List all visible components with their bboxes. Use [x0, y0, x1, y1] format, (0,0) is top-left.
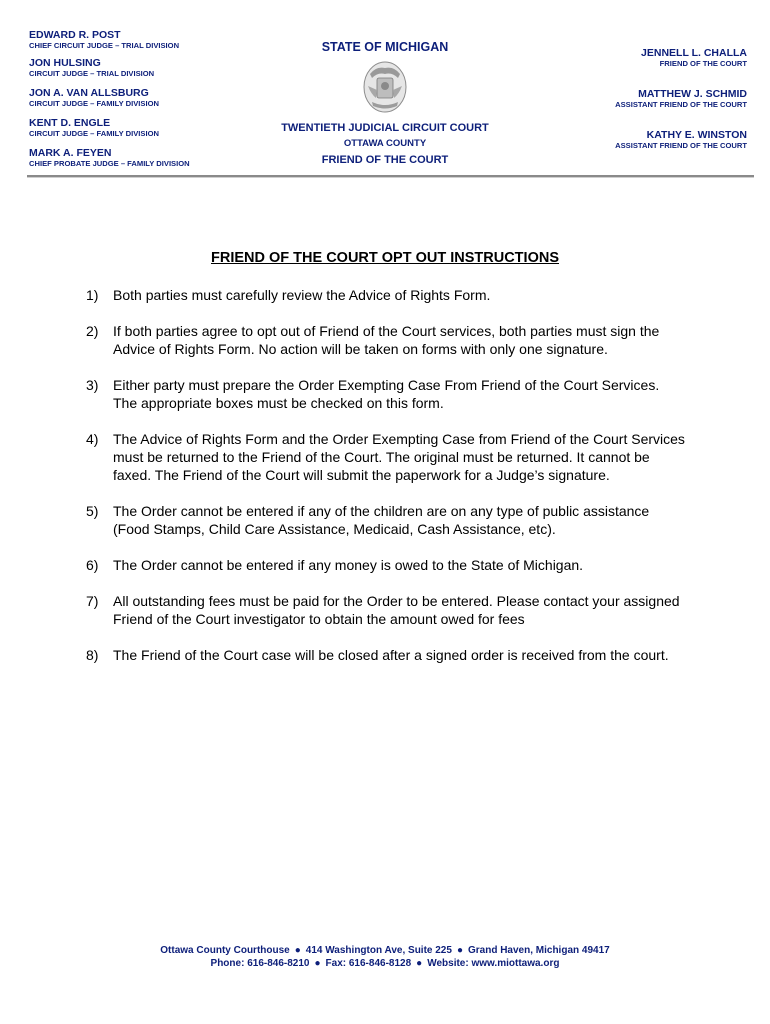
staff-entry [641, 47, 747, 69]
item-text: The Friend of the Court case will be closed after a signed order is received from the court. [113, 647, 669, 663]
document-heading: FRIEND OF THE COURT OPT OUT INSTRUCTIONS [211, 250, 559, 266]
judge-name: JON A. VAN ALLSBURG [29, 87, 149, 99]
list-item [86, 322, 686, 358]
judge-name: JON HULSING [29, 57, 101, 69]
item-text: The Order cannot be entered if any of the children are on any type of public assistance (Food Stamps, Child Care Assistance, Medicaid, Cash Assistance, etc). [113, 503, 650, 537]
judge-title: CIRCUIT JUDGE – TRIAL DIVISION [29, 69, 155, 78]
item-number: 5) [86, 503, 99, 519]
list-item [86, 592, 686, 628]
judge-entry [29, 57, 154, 79]
judge-name: MARK A. FEYEN [29, 147, 112, 159]
office-name: FRIEND OF THE COURT [321, 154, 449, 166]
item-text: Both parties must carefully review the Advice of Rights Form. [113, 287, 491, 303]
city-state-zip: Grand Haven, Michigan 49417 [467, 945, 610, 956]
state-name: STATE OF MICHIGAN [321, 40, 449, 54]
bullet-separator: ● [294, 945, 301, 956]
item-number: 6) [86, 557, 99, 573]
fax-number: Fax: 616-846-8128 [325, 958, 412, 969]
list-item [86, 502, 686, 538]
item-number: 3) [86, 377, 99, 393]
staff-name: JENNELL L. CHALLA [641, 47, 747, 59]
judge-title: CHIEF PROBATE JUDGE – FAMILY DIVISION [29, 159, 190, 168]
judge-entry [29, 29, 179, 51]
website-link[interactable]: Website: www.miottawa.org [427, 958, 560, 969]
item-text: If both parties agree to opt out of Friend of the Court services, both parties must sign the Advice of Rights Form. No action will be taken on forms with only one signature. [113, 323, 660, 357]
judge-title: CIRCUIT JUDGE – FAMILY DIVISION [29, 129, 159, 138]
judge-entry [29, 117, 159, 139]
staff-entry [615, 88, 747, 110]
staff-title: ASSISTANT FRIEND OF THE COURT [615, 100, 747, 109]
court-name: TWENTIETH JUDICIAL CIRCUIT COURT [281, 122, 489, 134]
judge-entry [29, 147, 190, 169]
street-address: 414 Washington Ave, Suite 225 [305, 945, 452, 956]
header-divider [27, 175, 754, 177]
phone-number: Phone: 616-846-8210 [210, 958, 310, 969]
item-text: Either party must prepare the Order Exempting Case From Friend of the Court Services. The appropriate boxes must be checked on this form. [113, 377, 660, 411]
instructions-list [86, 286, 686, 682]
item-text: All outstanding fees must be paid for the Order to be entered. Please contact your assigned Friend of the Court investigator to obtain the amount owed for fees [113, 593, 680, 627]
staff-title: ASSISTANT FRIEND OF THE COURT [615, 141, 747, 150]
item-text: The Order cannot be entered if any money is owed to the State of Michigan. [113, 557, 584, 573]
item-text: The Advice of Rights Form and the Order Exempting Case from Friend of the Court Services must be returned to the Friend of the Court. The original must be returned. It cannot be faxed. The Friend of the Court will submit the paperwork for a Judge’s signature. [113, 431, 685, 483]
item-number: 2) [86, 323, 99, 339]
judge-entry [29, 87, 159, 109]
list-item [86, 286, 686, 304]
list-item [86, 556, 686, 574]
county-name: OTTAWA COUNTY [343, 138, 427, 149]
item-number: 4) [86, 431, 99, 447]
staff-title: FRIEND OF THE COURT [659, 59, 747, 68]
footer-contact-line [0, 957, 770, 970]
item-number: 8) [86, 647, 99, 663]
item-number: 1) [86, 287, 99, 303]
item-number: 7) [86, 593, 99, 609]
judge-name: KENT D. ENGLE [29, 117, 111, 129]
judge-name: EDWARD R. POST [29, 29, 121, 41]
michigan-state-seal-icon [362, 60, 408, 114]
staff-name: KATHY E. WINSTON [646, 129, 747, 141]
judge-title: CIRCUIT JUDGE – FAMILY DIVISION [29, 99, 159, 108]
bullet-separator: ● [314, 958, 321, 969]
staff-name: MATTHEW J. SCHMID [638, 88, 747, 100]
judge-title: CHIEF CIRCUIT JUDGE – TRIAL DIVISION [29, 41, 180, 50]
list-item [86, 646, 686, 664]
staff-entry [615, 129, 747, 151]
letterhead-center [270, 40, 500, 114]
footer-contact [0, 944, 770, 970]
list-item [86, 430, 686, 484]
list-item [86, 376, 686, 412]
courthouse-name: Ottawa County Courthouse [160, 945, 290, 956]
bullet-separator: ● [456, 945, 463, 956]
bullet-separator: ● [416, 958, 423, 969]
footer-address-line [0, 944, 770, 957]
